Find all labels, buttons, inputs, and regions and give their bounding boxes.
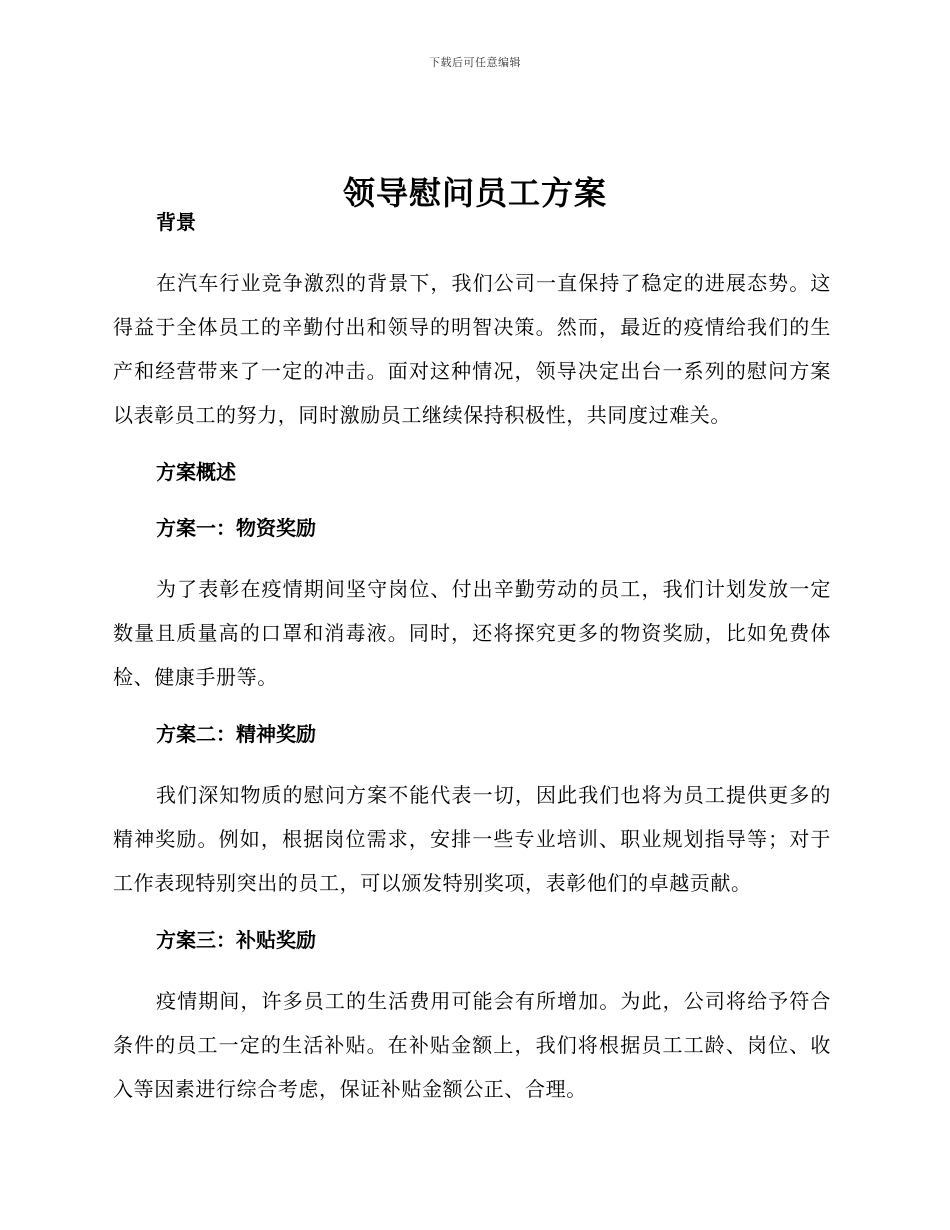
section-heading-plan-3: 方案三：补贴奖励: [156, 928, 316, 952]
section-heading-background: 背景: [156, 210, 196, 234]
header-note: 下载后可任意编辑: [429, 56, 521, 69]
page-title: 领导慰问员工方案: [342, 174, 607, 213]
section-heading-plan-1: 方案一：物资奖励: [156, 516, 316, 540]
spacer: [113, 544, 831, 567]
paragraph-plan-3: 疫情期间，许多员工的生活费用可能会有所增加。为此，公司将给予符合条件的员工一定的生活补贴。在补贴金额上，我们将根据员工工龄、岗位、收入等因素进行综合考虑，保证补贴金额公正、合理。: [113, 989, 831, 1101]
spacer: [113, 750, 831, 773]
paragraph-background: 在汽车行业竞争激烈的背景下，我们公司一直保持了稳定的进展态势。这得益于全体员工的辛勤付出和领导的明智决策。然而，最近的疫情给我们的生产和经营带来了一定的冲击。面对这种情况，领导决定出台一系列的慰问方案以表彰员工的努力，同时激励员工继续保持积极性，共同度过难关。: [113, 271, 831, 427]
document-body: [113, 206, 831, 1111]
paragraph-plan-1: 为了表彰在疫情期间坚守岗位、付出辛勤劳动的员工，我们计划发放一定数量且质量高的口罩和消毒液。同时，还将探究更多的物资奖励，比如免费体检、健康手册等。: [113, 577, 831, 689]
spacer: [113, 956, 831, 979]
spacer: [113, 437, 831, 456]
spacer: [113, 699, 831, 718]
section-heading-overview: 方案概述: [156, 460, 236, 484]
spacer: [113, 238, 831, 261]
spacer: [113, 905, 831, 924]
paragraph-plan-2: 我们深知物质的慰问方案不能代表一切，因此我们也将为员工提供更多的精神奖励。例如，根据岗位需求，安排一些专业培训、职业规划指导等；对于工作表现特别突出的员工，可以颁发特别奖项，表彰他们的卓越贡献。: [113, 783, 831, 895]
section-heading-plan-2: 方案二：精神奖励: [156, 722, 316, 746]
spacer: [113, 488, 831, 512]
